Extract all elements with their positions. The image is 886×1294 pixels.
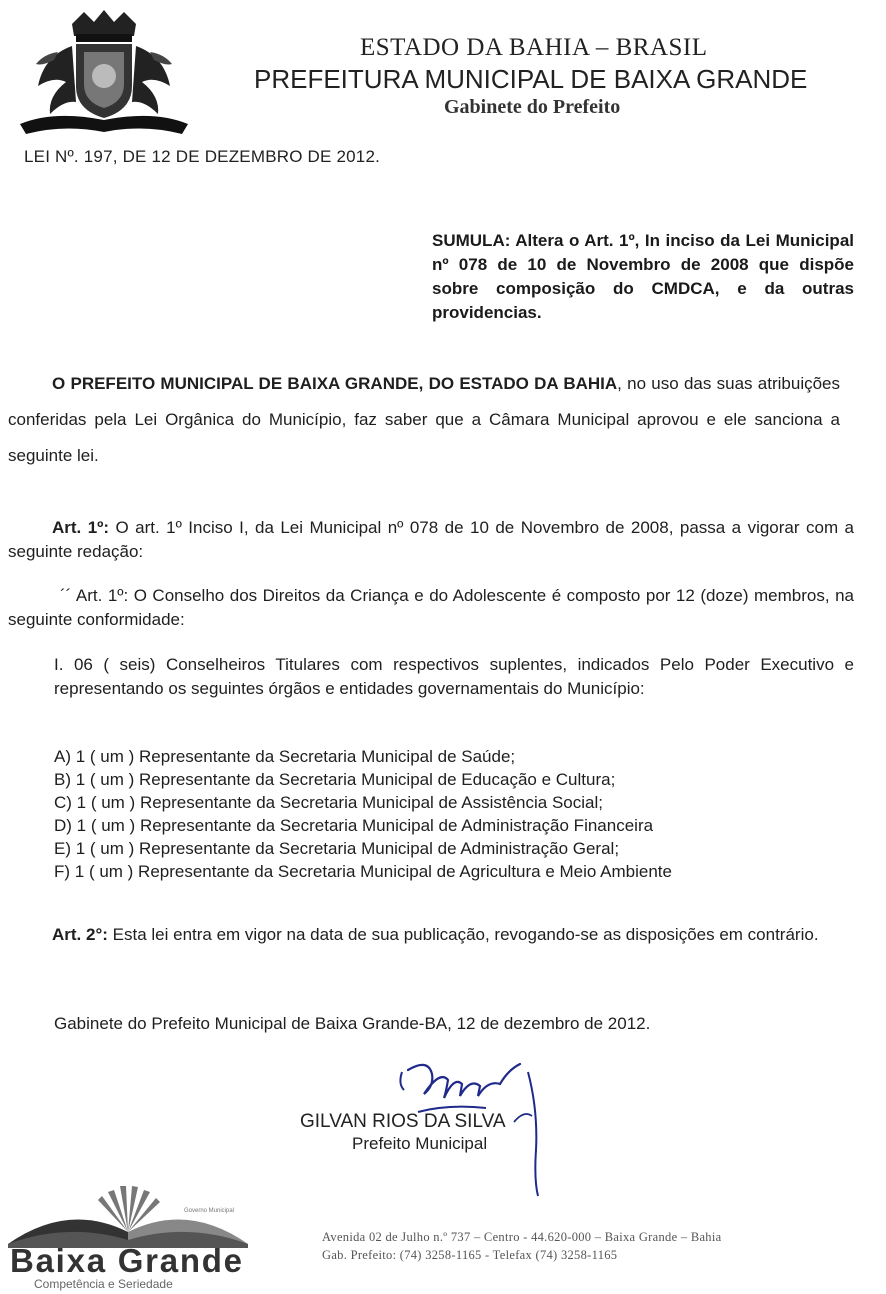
- closing-place-date: Gabinete do Prefeito Municipal de Baixa Grande-BA, 12 de dezembro de 2012.: [54, 1014, 651, 1033]
- list-item: C) 1 ( um ) Representante da Secretaria Municipal de Assistência Social;: [54, 793, 603, 812]
- header-prefecture-title: PREFEITURA MUNICIPAL DE BAIXA GRANDE: [254, 64, 808, 94]
- list-item: D) 1 ( um ) Representante da Secretaria Municipal de Administração Financeira: [54, 816, 654, 835]
- list-item: F) 1 ( um ) Representante da Secretaria Municipal de Agricultura e Meio Ambiente: [54, 862, 672, 881]
- article-2-label: Art. 2°:: [52, 925, 108, 944]
- sumula-summary: SUMULA: Altera o Art. 1º, In inciso da Lei Municipal nº 078 de 10 de Novembro de 2008 que dispõe sobre composição do CMDCA, e da outras providencias.: [432, 231, 854, 322]
- article-2-paragraph: [8, 923, 854, 947]
- footer-phones: Gab. Prefeito: (74) 3258-1165 - Telefax (74) 3258-1165: [322, 1248, 618, 1262]
- list-item: A) 1 ( um ) Representante da Secretaria Municipal de Saúde;: [54, 747, 516, 766]
- intro-paragraph: [8, 366, 840, 474]
- list-item: E) 1 ( um ) Representante da Secretaria Municipal de Administração Geral;: [54, 839, 620, 858]
- municipal-logo: [8, 1182, 248, 1292]
- representatives-list: [54, 745, 854, 883]
- header-office-subtitle: Gabinete do Prefeito: [444, 96, 621, 118]
- signatory-name: GILVAN RIOS DA SILVA: [300, 1111, 506, 1132]
- signatory-title: Prefeito Municipal: [352, 1134, 488, 1153]
- logo-tagline-text: Competência e Seriedade: [34, 1277, 173, 1291]
- law-number: LEI Nº. 197, DE 12 DE DEZEMBRO DE 2012.: [24, 147, 381, 166]
- intro-bold-text: O PREFEITO MUNICIPAL DE BAIXA GRANDE, DO ESTADO DA BAHIA: [52, 374, 618, 393]
- article-1-text: O art. 1º Inciso I, da Lei Municipal nº 078 de 10 de Novembro de 2008, passa a vigorar com a seguinte redação:: [8, 518, 854, 561]
- footer-address: Avenida 02 de Julho n.º 737 – Centro - 44.620-000 – Baixa Grande – Bahia: [322, 1230, 722, 1244]
- header-state-title: ESTADO DA BAHIA – BRASIL: [360, 34, 708, 61]
- quoted-article-paragraph: ´´ Art. 1º: O Conselho dos Direitos da Criança e do Adolescente é composto por 12 (doze) membros, na seguinte conformidade:: [8, 586, 854, 629]
- list-item: B) 1 ( um ) Representante da Secretaria Municipal de Educação e Cultura;: [54, 770, 616, 789]
- article-2-text: Esta lei entra em vigor na data de sua publicação, revogando-se as disposições em contrário.: [107, 925, 819, 944]
- logo-small-text: Governo Municipal: [184, 1208, 235, 1214]
- logo-name-text: Baixa Grande: [10, 1242, 242, 1279]
- coat-of-arms-emblem: [14, 6, 194, 138]
- intro-text: , no uso das suas atribuições conferidas pela Lei Orgânica do Município, faz saber que a Câmara Municipal aprovou e ele sanciona a seguinte lei.: [8, 374, 841, 465]
- article-1-label: Art. 1º:: [52, 518, 110, 537]
- inciso-paragraph: I. 06 ( seis) Conselheiros Titulares com respectivos suplentes, indicados Pelo Poder Executivo e representando os seguintes órgãos e entidades governamentais do Município:: [54, 655, 854, 698]
- article-1-paragraph: [8, 516, 854, 564]
